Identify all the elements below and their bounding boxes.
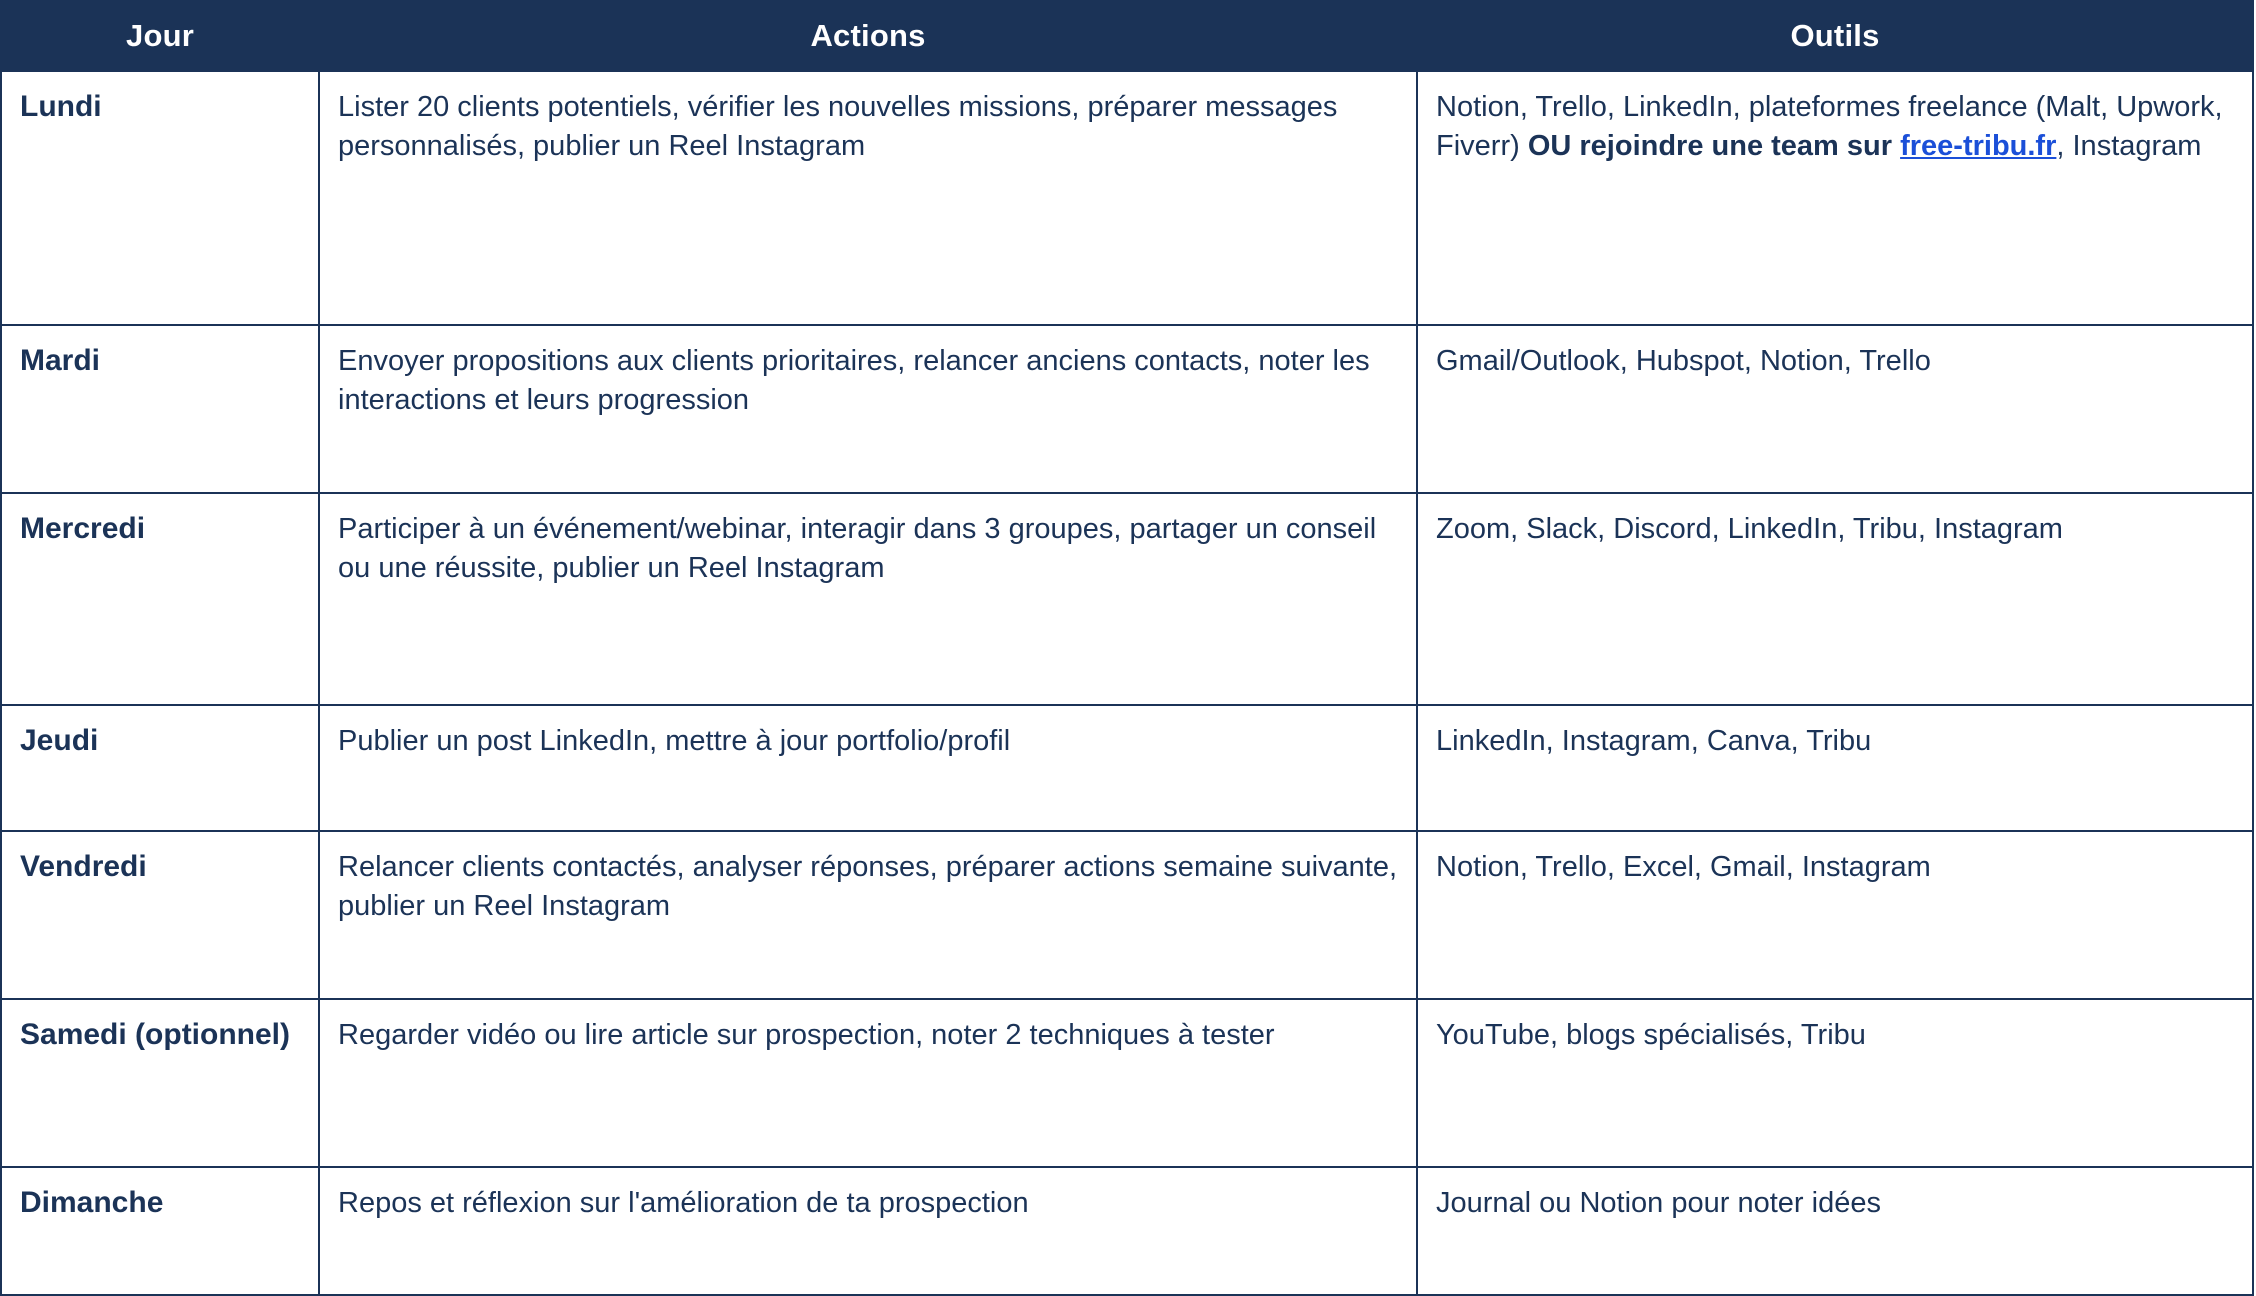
cell-day: Vendredi — [1, 831, 319, 999]
table-row — [1, 705, 2253, 831]
cell-day: Samedi (optionnel) — [1, 999, 319, 1167]
cell-day: Mardi — [1, 325, 319, 493]
cell-tools: Gmail/Outlook, Hubspot, Notion, Trello — [1417, 325, 2253, 493]
cell-actions: Envoyer propositions aux clients prioritaires, relancer anciens contacts, noter les interactions et leurs progression — [319, 325, 1417, 493]
tools-text-before: Notion, Trello, LinkedIn, plateformes freelance (Malt, Upwork, Fiverr) — [1436, 91, 2223, 162]
table-header — [1, 1, 2253, 71]
column-header-actions: Actions — [319, 1, 1417, 71]
cell-tools: Journal ou Notion pour noter idées — [1417, 1167, 2253, 1295]
free-tribu-link[interactable]: free-tribu.fr — [1900, 129, 2057, 162]
tools-text-after: , Instagram — [2056, 129, 2202, 162]
table-row — [1, 493, 2253, 705]
table-row — [1, 999, 2253, 1167]
tools-text-emphasis: OU rejoindre une team sur — [1527, 129, 1901, 162]
cell-actions: Participer à un événement/webinar, interagir dans 3 groupes, partager un conseil ou une réussite, publier un Reel Instagram — [319, 493, 1417, 705]
cell-actions: Lister 20 clients potentiels, vérifier les nouvelles missions, préparer messages personnalisés, publier un Reel Instagram — [319, 71, 1417, 325]
table-row — [1, 831, 2253, 999]
cell-day: Dimanche — [1, 1167, 319, 1295]
cell-day: Lundi — [1, 71, 319, 325]
table-header-row — [1, 1, 2253, 71]
table-row — [1, 325, 2253, 493]
cell-actions: Publier un post LinkedIn, mettre à jour portfolio/profil — [319, 705, 1417, 831]
tools-rich-text — [1436, 91, 2223, 162]
cell-tools: LinkedIn, Instagram, Canva, Tribu — [1417, 705, 2253, 831]
column-header-day: Jour — [1, 1, 319, 71]
cell-tools — [1417, 71, 2253, 325]
cell-day: Jeudi — [1, 705, 319, 831]
cell-tools: YouTube, blogs spécialisés, Tribu — [1417, 999, 2253, 1167]
cell-actions: Relancer clients contactés, analyser réponses, préparer actions semaine suivante, publier un Reel Instagram — [319, 831, 1417, 999]
cell-actions: Repos et réflexion sur l'amélioration de ta prospection — [319, 1167, 1417, 1295]
cell-day: Mercredi — [1, 493, 319, 705]
cell-tools: Notion, Trello, Excel, Gmail, Instagram — [1417, 831, 2253, 999]
table-body — [1, 71, 2253, 1295]
table-row — [1, 1167, 2253, 1295]
table-row — [1, 71, 2253, 325]
column-header-tools: Outils — [1417, 1, 2253, 71]
cell-tools: Zoom, Slack, Discord, LinkedIn, Tribu, Instagram — [1417, 493, 2253, 705]
cell-actions: Regarder vidéo ou lire article sur prospection, noter 2 techniques à tester — [319, 999, 1417, 1167]
